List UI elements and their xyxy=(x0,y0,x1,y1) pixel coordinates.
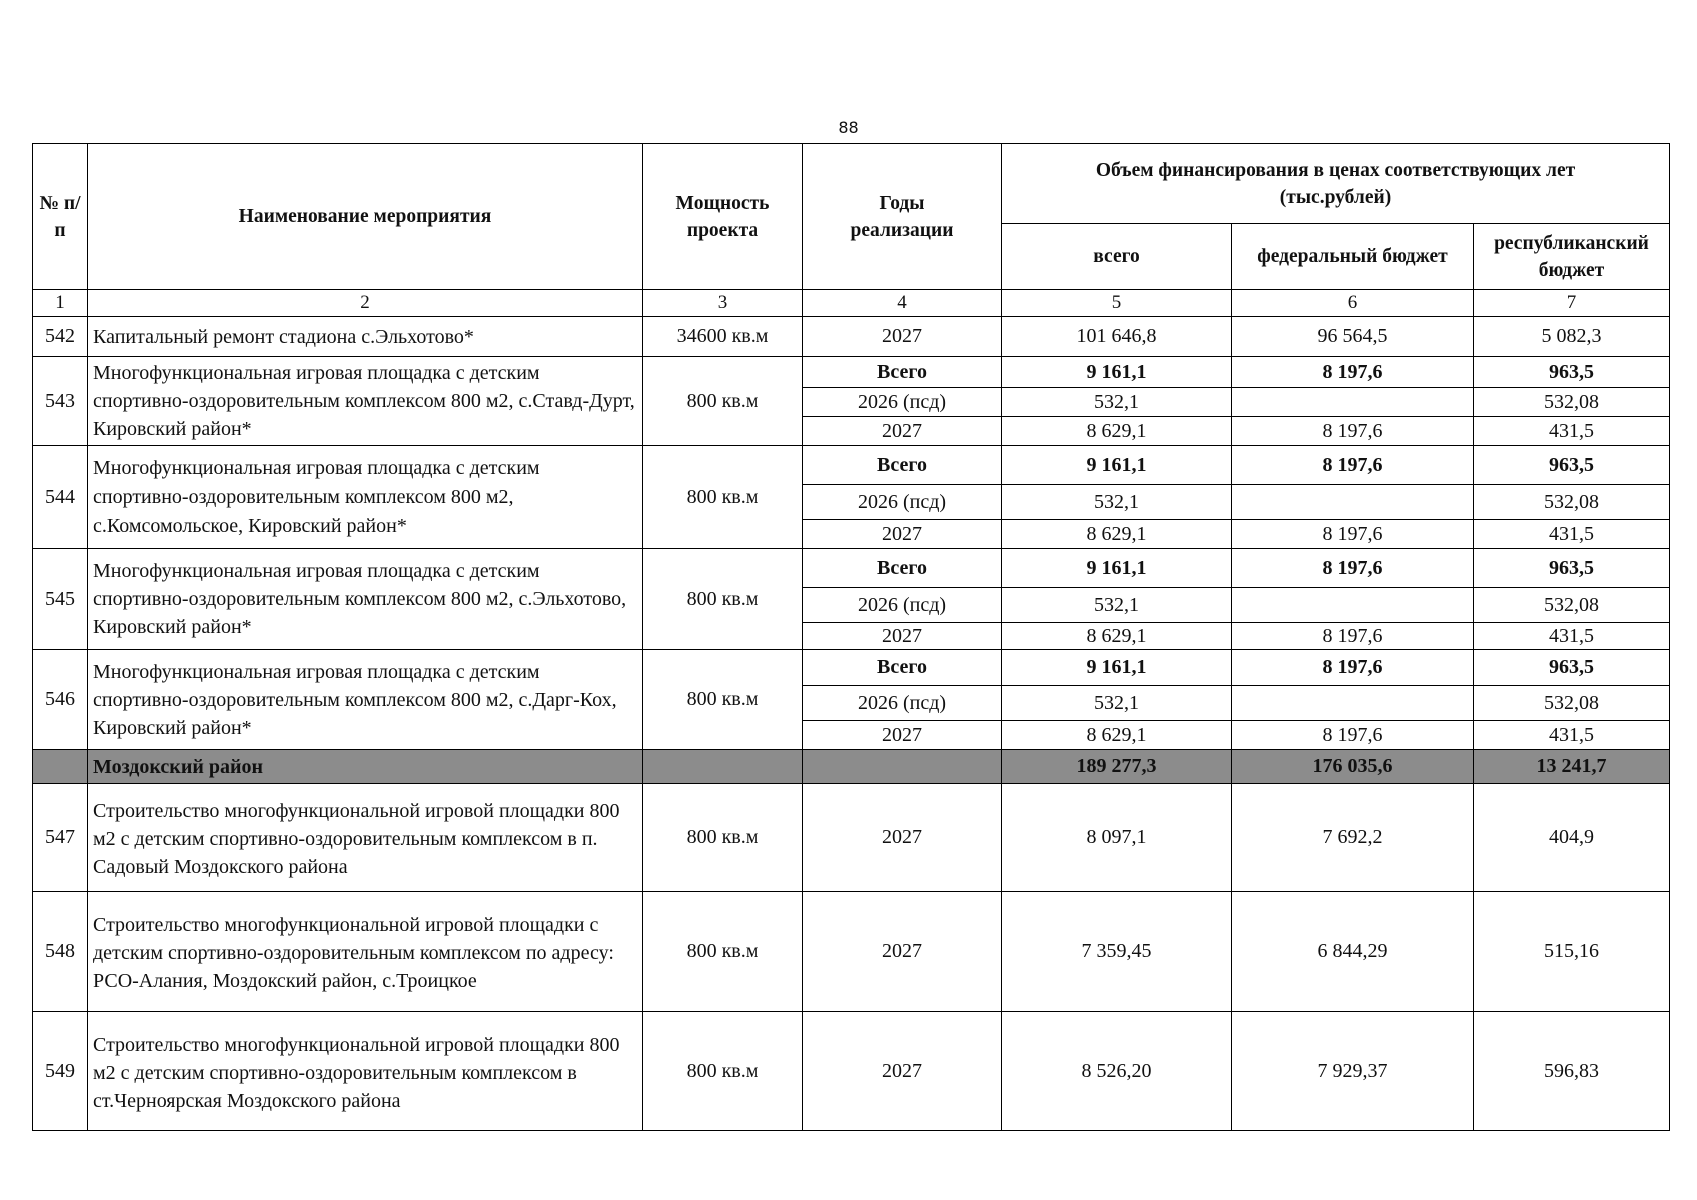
row-federal xyxy=(1232,485,1474,520)
row-federal: 7 929,37 xyxy=(1232,1012,1474,1131)
row-capacity: 800 кв.м xyxy=(643,784,803,892)
row-name: Строительство многофункциональной игровой площадки 800 м2 с детским спортивно-оздоровительным комплексом в ст.Черноярская Моздокского района xyxy=(88,1012,643,1131)
column-number: 5 xyxy=(1002,290,1232,317)
row-federal: 8 197,6 xyxy=(1232,650,1474,686)
row-total: 8 629,1 xyxy=(1002,623,1232,650)
row-year: 2026 (псд) xyxy=(803,388,1002,417)
row-year: 2027 xyxy=(803,892,1002,1012)
row-total: 532,1 xyxy=(1002,588,1232,623)
district-federal: 176 035,6 xyxy=(1232,750,1474,784)
row-year: 2027 xyxy=(803,417,1002,446)
row-number: 544 xyxy=(33,446,88,549)
row-federal: 7 692,2 xyxy=(1232,784,1474,892)
row-republic: 404,9 xyxy=(1474,784,1670,892)
row-total: 9 161,1 xyxy=(1002,446,1232,485)
row-federal: 8 197,6 xyxy=(1232,417,1474,446)
column-number: 7 xyxy=(1474,290,1670,317)
table-row xyxy=(33,1012,1670,1131)
row-total: 8 097,1 xyxy=(1002,784,1232,892)
table-row xyxy=(33,357,1670,388)
row-total: 8 629,1 xyxy=(1002,417,1232,446)
row-year: Всего xyxy=(803,650,1002,686)
column-number: 3 xyxy=(643,290,803,317)
row-total: 101 646,8 xyxy=(1002,317,1232,357)
row-federal: 8 197,6 xyxy=(1232,520,1474,549)
row-year: 2027 xyxy=(803,520,1002,549)
row-total: 7 359,45 xyxy=(1002,892,1232,1012)
district-name: Моздокский район xyxy=(88,750,643,784)
row-name: Многофункциональная игровая площадка с детским спортивно-оздоровительным комплексом 800 м2, с.Эльхотово, Кировский район* xyxy=(88,549,643,650)
row-year: 2027 xyxy=(803,623,1002,650)
table-row xyxy=(33,317,1670,357)
district-year xyxy=(803,750,1002,784)
column-number-row xyxy=(33,290,1670,317)
header-federal: федеральный бюджет xyxy=(1232,224,1474,290)
row-total: 8 526,20 xyxy=(1002,1012,1232,1131)
row-year: 2026 (псд) xyxy=(803,588,1002,623)
row-name: Строительство многофункциональной игровой площадки 800 м2 с детским спортивно-оздоровительным комплексом в п. Садовый Моздокского района xyxy=(88,784,643,892)
row-federal: 8 197,6 xyxy=(1232,357,1474,388)
row-republic: 515,16 xyxy=(1474,892,1670,1012)
row-republic: 5 082,3 xyxy=(1474,317,1670,357)
header-years: Годы реализации xyxy=(803,144,1002,290)
column-number: 6 xyxy=(1232,290,1474,317)
district-capacity xyxy=(643,750,803,784)
row-number: 543 xyxy=(33,357,88,446)
row-republic: 532,08 xyxy=(1474,388,1670,417)
header-name: Наименование мероприятия xyxy=(88,144,643,290)
table-row xyxy=(33,650,1670,686)
row-federal xyxy=(1232,388,1474,417)
row-republic: 532,08 xyxy=(1474,485,1670,520)
row-capacity: 800 кв.м xyxy=(643,549,803,650)
row-republic: 963,5 xyxy=(1474,549,1670,588)
row-name: Многофункциональная игровая площадка с детским спортивно-оздоровительным комплексом 800 м2, с.Ставд-Дурт, Кировский район* xyxy=(88,357,643,446)
row-republic: 963,5 xyxy=(1474,650,1670,686)
row-federal: 8 197,6 xyxy=(1232,721,1474,750)
row-capacity: 800 кв.м xyxy=(643,446,803,549)
row-number: 549 xyxy=(33,1012,88,1131)
row-republic: 431,5 xyxy=(1474,520,1670,549)
table-row xyxy=(33,892,1670,1012)
row-capacity: 800 кв.м xyxy=(643,650,803,750)
header-republic: республиканский бюджет xyxy=(1474,224,1670,290)
column-number: 1 xyxy=(33,290,88,317)
column-number: 4 xyxy=(803,290,1002,317)
row-total: 8 629,1 xyxy=(1002,721,1232,750)
row-year: Всего xyxy=(803,549,1002,588)
district-row xyxy=(33,750,1670,784)
header-total: всего xyxy=(1002,224,1232,290)
row-year: 2026 (псд) xyxy=(803,686,1002,721)
funding-table xyxy=(32,143,1670,1131)
row-republic: 596,83 xyxy=(1474,1012,1670,1131)
row-year: 2027 xyxy=(803,784,1002,892)
row-federal: 8 197,6 xyxy=(1232,623,1474,650)
row-republic: 963,5 xyxy=(1474,357,1670,388)
row-year: 2027 xyxy=(803,721,1002,750)
row-number: 545 xyxy=(33,549,88,650)
row-total: 532,1 xyxy=(1002,485,1232,520)
row-federal: 8 197,6 xyxy=(1232,446,1474,485)
row-total: 9 161,1 xyxy=(1002,650,1232,686)
district-no xyxy=(33,750,88,784)
row-republic: 532,08 xyxy=(1474,686,1670,721)
row-republic: 431,5 xyxy=(1474,417,1670,446)
row-capacity: 34600 кв.м xyxy=(643,317,803,357)
row-republic: 431,5 xyxy=(1474,721,1670,750)
district-total: 189 277,3 xyxy=(1002,750,1232,784)
row-name: Строительство многофункциональной игровой площадки с детским спортивно-оздоровительным комплексом по адресу: РСО-Алания, Моздокский район, с.Троицкое xyxy=(88,892,643,1012)
header-funding: Объем финансирования в ценах соответствующих лет (тыс.рублей) xyxy=(1002,144,1670,224)
row-total: 9 161,1 xyxy=(1002,357,1232,388)
row-number: 546 xyxy=(33,650,88,750)
row-republic: 963,5 xyxy=(1474,446,1670,485)
header-no: № п/п xyxy=(33,144,88,290)
row-republic: 431,5 xyxy=(1474,623,1670,650)
row-federal: 8 197,6 xyxy=(1232,549,1474,588)
table-row xyxy=(33,549,1670,588)
row-capacity: 800 кв.м xyxy=(643,892,803,1012)
row-capacity: 800 кв.м xyxy=(643,357,803,446)
row-number: 542 xyxy=(33,317,88,357)
header-capacity: Мощность проекта xyxy=(643,144,803,290)
row-year: Всего xyxy=(803,446,1002,485)
row-name: Многофункциональная игровая площадка с детским спортивно-оздоровительным комплексом 800 м2, с.Комсомольское, Кировский район* xyxy=(88,446,643,549)
row-federal: 96 564,5 xyxy=(1232,317,1474,357)
table-row xyxy=(33,446,1670,485)
row-number: 547 xyxy=(33,784,88,892)
row-name: Капитальный ремонт стадиона с.Эльхотово* xyxy=(88,317,643,357)
row-republic: 532,08 xyxy=(1474,588,1670,623)
row-name: Многофункциональная игровая площадка с детским спортивно-оздоровительным комплексом 800 м2, с.Дарг-Кох, Кировский район* xyxy=(88,650,643,750)
row-number: 548 xyxy=(33,892,88,1012)
row-capacity: 800 кв.м xyxy=(643,1012,803,1131)
row-year: 2026 (псд) xyxy=(803,485,1002,520)
row-federal xyxy=(1232,588,1474,623)
row-total: 9 161,1 xyxy=(1002,549,1232,588)
row-year: 2027 xyxy=(803,317,1002,357)
row-total: 8 629,1 xyxy=(1002,520,1232,549)
page-number: 88 xyxy=(838,118,859,137)
table-row xyxy=(33,784,1670,892)
row-year: Всего xyxy=(803,357,1002,388)
row-total: 532,1 xyxy=(1002,686,1232,721)
row-federal: 6 844,29 xyxy=(1232,892,1474,1012)
row-year: 2027 xyxy=(803,1012,1002,1131)
column-number: 2 xyxy=(88,290,643,317)
district-republic: 13 241,7 xyxy=(1474,750,1670,784)
row-total: 532,1 xyxy=(1002,388,1232,417)
row-federal xyxy=(1232,686,1474,721)
